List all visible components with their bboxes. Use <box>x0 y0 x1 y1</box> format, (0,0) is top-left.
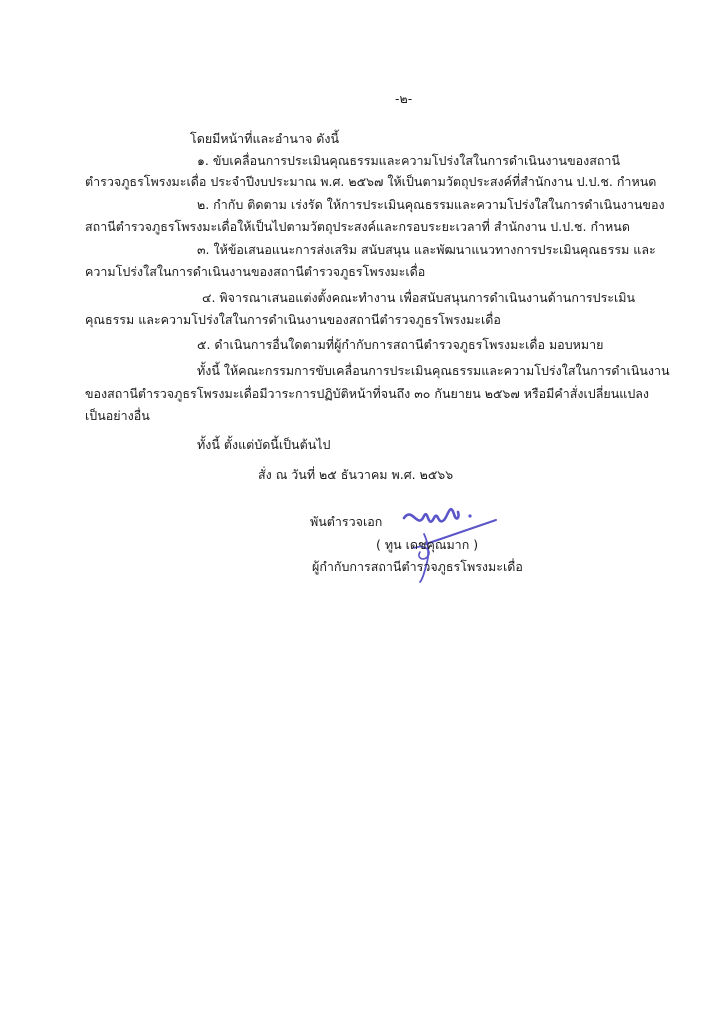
duty-item-1-line-1: ๑. ขับเคลื่อนการประเมินคุณธรรมและความโปร่งใสในการดำเนินงานของสถานี <box>197 153 620 168</box>
page-number: -๒- <box>395 91 413 106</box>
duty-item-3-line-2: ความโปร่งใสในการดำเนินงานของสถานีตำรวจภูธรโพรงมะเดื่อ <box>85 264 426 279</box>
duty-item-2-line-2: สถานีตำรวจภูธรโพรงมะเดื่อให้เป็นไปตามวัตถุประสงค์และกรอบระยะเวลาที่ สำนักงาน ป.ป.ช. กำหนด <box>85 219 630 234</box>
term-paragraph-line-3: เป็นอย่างอื่น <box>85 408 150 423</box>
signer-name: ( ทูน เดชคุณมาก ) <box>376 537 479 552</box>
duty-item-4-line-1: ๔. พิจารณาเสนอแต่งตั้งคณะทำงาน เพื่อสนับสนุนการดำเนินงานด้านการประเมิน <box>202 290 636 305</box>
duty-item-2-line-1: ๒. กำกับ ติดตาม เร่งรัด ให้การประเมินคุณธรรมและความโปร่งใสในการดำเนินงานของ <box>197 197 665 212</box>
signer-position: ผู้กำกับการสถานีตำรวจภูธรโพรงมะเดื่อ <box>312 559 523 574</box>
order-date: สั่ง ณ วันที่ ๒๕ ธันวาคม พ.ศ. ๒๕๖๖ <box>258 467 454 482</box>
term-paragraph-line-2: ของสถานีตำรวจภูธรโพรงมะเดื่อมีวาระการปฏิบัติหน้าที่จนถึง ๓๐ กันยายน ๒๕๖๗ หรือมีคำสั่งเปลี่ยนแปลง <box>85 386 650 401</box>
duty-item-3-line-1: ๓. ให้ข้อเสนอแนะการส่งเสริม สนับสนุน และพัฒนาแนวทางการประเมินคุณธรรม และ <box>197 242 656 257</box>
duty-item-5: ๕. ดำเนินการอื่นใดตามที่ผู้กำกับการสถานีตำรวจภูธรโพรงมะเดื่อ มอบหมาย <box>197 337 604 352</box>
effective-statement: ทั้งนี้ ตั้งแต่บัดนี้เป็นต้นไป <box>197 437 331 452</box>
signer-rank: พันตำรวจเอก <box>310 514 383 529</box>
term-paragraph-line-1: ทั้งนี้ ให้คณะกรรมการขับเคลื่อนการประเมินคุณธรรมและความโปร่งใสในการดำเนินงาน <box>197 363 670 378</box>
duty-item-4-line-2: คุณธรรม และความโปร่งใสในการดำเนินงานของสถานีตำรวจภูธรโพรงมะเดื่อ <box>85 312 501 327</box>
duties-intro: โดยมีหน้าที่และอำนาจ ดังนี้ <box>190 131 340 146</box>
duty-item-1-line-2: ตำรวจภูธรโพรงมะเดื่อ ประจำปีงบประมาณ พ.ศ. ๒๕๖๗ ให้เป็นตามวัตถุประสงค์ที่สำนักงาน ป.ป.ช. กำหนด <box>85 174 657 189</box>
